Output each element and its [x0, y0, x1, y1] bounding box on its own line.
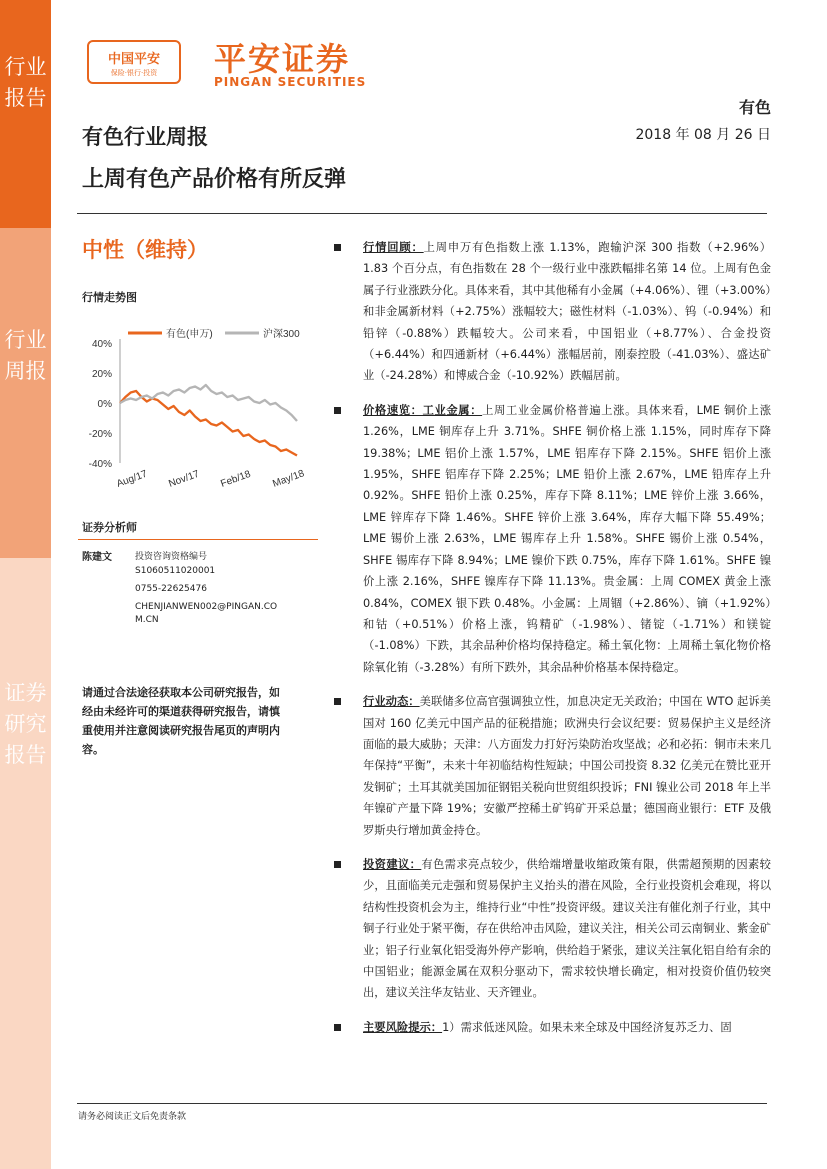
sidebar-label-industry-weekly: 行业周报: [4, 328, 47, 383]
chart-x-tick-label: Feb/18: [219, 468, 253, 490]
chart-x-tick-label: May/18: [271, 468, 306, 490]
bullet-square-icon: [334, 244, 341, 251]
analyst-name: 陈建文: [82, 552, 112, 563]
bullet-text: 上周工业金属价格普遍上涨。具体来看，LME 铜价上涨 1.26%，LME 铜库存上升 3.71%。SHFE 铜价格上涨 1.15%，同时库存下降 19.38%；LME 铝价上涨 1.57%，LME 铝库存下降 2.15%。SHFE 铝价上涨 1.95%，SHFE 铝库存下降 2.25%；LME 铅价上涨 2.67%，LME 铅库存上升 0.92%。SHFE 铅价上涨 0.25%，库存下降 8.11%；LME 锌价上涨 3.66%，LME 锌库存下降 1.46%。SHFE 锌价上涨 3.64%，库存大幅下降 55.49%；LME 锡价上涨 2.63%，LME 锡库存上升 1.58%。SHFE 锡价上涨 0.54%，SHFE 锡库存下降 8.94%；LME 镍价下跌 0.75%，库存下降 1.61%。SHFE 镍价上涨 2.16%，SHFE 镍库存下降 11.13%。贵金属：上周 COMEX 黄金上涨 0.84%，COMEX 银下跌 0.48%。小金属：上周锢（+2.86%）、镝（+1.92%）和钴（+0.51%）价格上涨，钨精矿（-1.98%）、锗锭（-1.71%）和镁锭（-1.08%）下跌，其余品种价格均保持稳定。稀土氧化物：上周稀土氧化物价格除氧化铕（-3.28%）有所下跌外，其余品种价格基本保持稳定。: [363, 403, 771, 674]
analyst-phone: 0755-22625476: [135, 584, 207, 594]
sidebar-section-securities-research: [0, 558, 51, 1169]
bullet-market-review: [333, 237, 771, 387]
bullet-title: 行业动态：: [363, 695, 420, 709]
chart-y-tick-label: 40%: [91, 339, 112, 350]
chart-y-tick-label: -40%: [88, 459, 112, 470]
ping-an-logo-badge: [87, 40, 181, 84]
legend-label: 沪深300: [263, 329, 300, 340]
footer-divider: [77, 1103, 767, 1104]
bullet-title: 行情回顾：: [363, 241, 424, 254]
sidebar-section-industry-weekly: [0, 228, 51, 558]
chart-y-tick-label: -20%: [88, 429, 112, 440]
sidebar-section-industry-report: [0, 0, 51, 228]
bullet-text: 美联储多位高官强调独立性，加息决定无关政治；中国在 WTO 起诉美国对 160 亿美元中国产品的征税措施；欧洲央行会议纪要：贸易保护主义是经济面临的最大威胁；天津：八方面发力打好污染防治攻坚战；必和必拓：铜市未来几年保持“平衡”，未来十年初临结构性短缺；中国公司投资 8.32 亿美元在赞比亚开发铜矿；土耳其就美国加征钢铝关税向世贸组织投诉；FNI 镍业公司 2018 年上半年镍矿产量下降 19%；安徽严控稀土矿钨矿开采总量；德国商业银行：ETF 及俄罗斯央行增加黄金持仓。: [363, 695, 772, 837]
bullet-title: 主要风险提示：: [363, 1020, 443, 1034]
bullet-text: 有色需求亮点较少，供给端增量收缩政策有限，供需超预期的因素较少，且面临美元走强和贸易保护主义抬头的潜在风险，全行业投资机会难现，将以结构性投资机会为主，维持行业“中性”投资评级。建议关注有催化剂子行业，其中铜子行业处于紧平衡，存在供给冲击风险，建议关注，相关公司云南铜业、紫金矿业；铝子行业氧化铝受海外停产影响，供给趋于紧张，建议关注氧化铝自给有余的中国铝业；能源金属在双积分驱动下，需求较快增长确定，相对投资价值仍较突出，建议关注华友钴业、天齐锂业。: [363, 857, 771, 1000]
sidebar-label-securities-research: 证券研究报告: [4, 681, 47, 767]
logo-company-name: 平安证券: [214, 40, 351, 78]
report-date: 2018 年 08 月 26 日: [635, 127, 771, 143]
chart-x-tick-label: Nov/17: [167, 468, 201, 490]
logo-badge-subtitle: 保险·银行·投资: [110, 69, 158, 77]
report-type-title: 有色行业周报: [82, 125, 208, 149]
series-line-nonferrous: [120, 391, 297, 456]
bullet-title: 价格速览：工业金属：: [363, 403, 483, 417]
logo-badge-title: 中国平安: [107, 52, 160, 67]
bullet-square-icon: [334, 698, 341, 705]
legend-label: 有色(申万): [166, 329, 213, 340]
bullet-square-icon: [334, 861, 341, 868]
chart-y-tick-label: 0%: [97, 399, 112, 410]
bullet-price-overview: [333, 400, 771, 678]
sector-label: 有色: [738, 98, 771, 117]
bullet-title: 投资建议：: [363, 857, 422, 871]
chart-x-tick-label: Aug/17: [115, 468, 149, 490]
chart-heading: 行情走势图: [82, 291, 137, 304]
bullet-investment-advice: [333, 854, 771, 1004]
bullet-text: 1）需求低迷风险。如果未来全球及中国经济复苏乏力、固: [442, 1020, 732, 1034]
analyst-license-number: S1060511020001: [135, 566, 216, 576]
sidebar-label-industry-report: 行业报告: [4, 55, 47, 110]
market-trend-chart: [75, 317, 320, 492]
bullet-risk-warning: [333, 1017, 771, 1038]
series-line-csi300: [120, 385, 297, 421]
analyst-license-label: 投资咨询资格编号: [135, 552, 208, 562]
bullet-text: 上周申万有色指数上涨 1.13%，跑输沪深 300 指数（+2.96%）1.83 个百分点，有色指数在 28 个一级行业中涨跌幅排名第 14 位。上周有色金属子行业涨跌分化。具体来看，其中其他稀有小金属（+4.06%）、锂（+3.00%）和非金属新材料（+2.75%）涨幅较大；磁性材料（-1.03%）、钨（-0.94%）和铅锌（-0.88%）跌幅较大。公司来看，中国铝业（+8.77%）、合金投资（+6.44%）和四通新材（+6.44%）涨幅居前，刚泰控股（-41.03%）、盛达矿业（-24.28%）和博威合金（-10.92%）跌幅居前。: [363, 241, 771, 383]
bullet-industry-news: [333, 691, 771, 841]
report-headline: 上周有色产品价格有所反弹: [82, 167, 347, 192]
report-summary: [333, 237, 771, 1051]
analyst-divider: [78, 539, 318, 540]
chart-y-tick-label: 20%: [91, 369, 112, 380]
compliance-notice: 请通过合法途径获取本公司研究报告，如经由未经许可的渠道获得研究报告，请慎重使用并注意阅读研究报告尾页的声明内容。: [82, 686, 280, 756]
footer-disclaimer: 请务必阅读正文后免责条款: [78, 1112, 187, 1122]
rating-label: 中性（维持）: [82, 238, 208, 262]
bullet-square-icon: [334, 407, 341, 414]
analyst-email: CHENJIANWEN002@PINGAN.COM.CN: [135, 602, 278, 625]
header-divider: [77, 213, 767, 214]
bullet-square-icon: [334, 1024, 341, 1031]
logo-company-name-en: PINGAN SECURITIES: [214, 75, 367, 89]
analyst-heading: 证券分析师: [82, 521, 137, 534]
